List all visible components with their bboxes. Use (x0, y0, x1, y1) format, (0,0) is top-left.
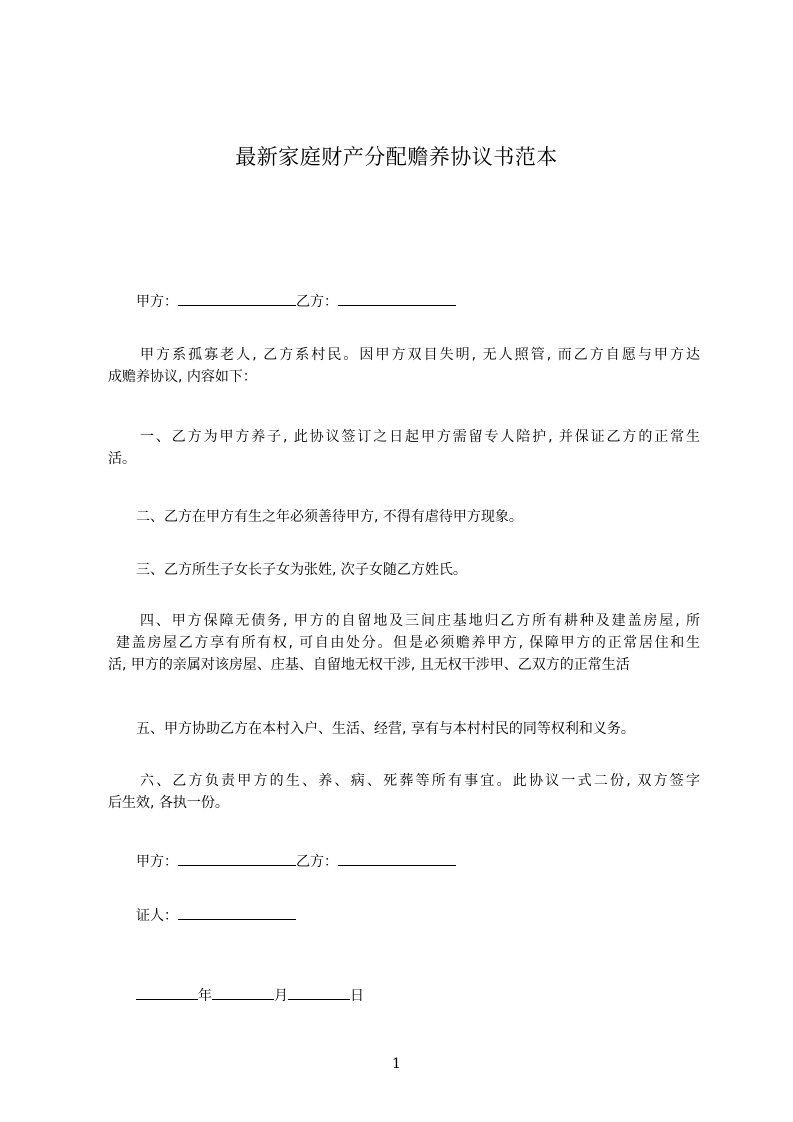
clause-6 (108, 770, 700, 814)
month-label: 月 (274, 988, 288, 1004)
party-b-blank (338, 290, 456, 306)
clause-1 (108, 426, 700, 470)
intro-line-2: 成赡养协议, 内容如下： (108, 369, 257, 385)
clause-3: 三、乙方所生子女长子女为张姓, 次子女随乙方姓氏。 (136, 562, 467, 578)
intro-line-1: 甲方系孤寡老人, 乙方系村民。因甲方双目失明, 无人照管, 而乙方自愿与甲方达 (140, 347, 700, 363)
document-title: 最新家庭财产分配赡养协议书范本 (235, 145, 558, 169)
clause-6-line-2: 后生效, 各执一份。 (108, 795, 229, 811)
date-line (136, 984, 728, 1007)
party-a-blank (178, 850, 296, 866)
clause-4-line-2: 建盖房屋乙方享有所有权, 可自由处分。但是必须赡养甲方, 保障甲方的正常居住和生 (116, 635, 700, 651)
clause-4 (108, 610, 700, 676)
witness-label: 证人： (136, 908, 178, 924)
party-b-blank (338, 850, 456, 866)
witness-line (136, 904, 728, 927)
day-label: 日 (350, 988, 364, 1004)
clause-1-line-1: 一、乙方为甲方养子, 此协议签订之日起甲方需留专人陪护, 并保证乙方的正常生 (140, 429, 700, 445)
day-blank (288, 984, 350, 1000)
clause-4-line-1: 四、甲方保障无债务, 甲方的自留地及三间庄基地归乙方所有耕种及建盖房屋, 所 (140, 613, 700, 629)
party-b-label: 乙方： (296, 294, 338, 310)
clause-1-line-2: 活。 (108, 451, 136, 467)
intro-paragraph (108, 344, 700, 388)
witness-blank (178, 904, 296, 920)
party-b-label: 乙方： (296, 854, 338, 870)
clause-2: 二、乙方在甲方有生之年必须善待甲方, 不得有虐待甲方现象。 (136, 509, 523, 525)
party-a-blank (178, 290, 296, 306)
clause-5: 五、甲方协助乙方在本村入户、生活、经营, 享有与本村村民的同等权利和义务。 (136, 721, 635, 737)
parties-line-bottom (136, 850, 728, 873)
clause-4-line-3: 活, 甲方的亲属对该房屋、庄基、自留地无权干涉, 且无权干涉甲、乙双方的正常生活 (108, 657, 630, 673)
year-blank (136, 984, 198, 1000)
month-blank (212, 984, 274, 1000)
clause-6-line-1: 六、乙方负责甲方的生、养、病、死葬等所有事宜。此协议一式二份, 双方签字 (140, 773, 700, 789)
party-a-label: 甲方： (136, 294, 178, 310)
party-a-label: 甲方： (136, 854, 178, 870)
parties-line-top (136, 290, 728, 313)
page-number: 1 (392, 1056, 401, 1072)
year-label: 年 (198, 988, 212, 1004)
